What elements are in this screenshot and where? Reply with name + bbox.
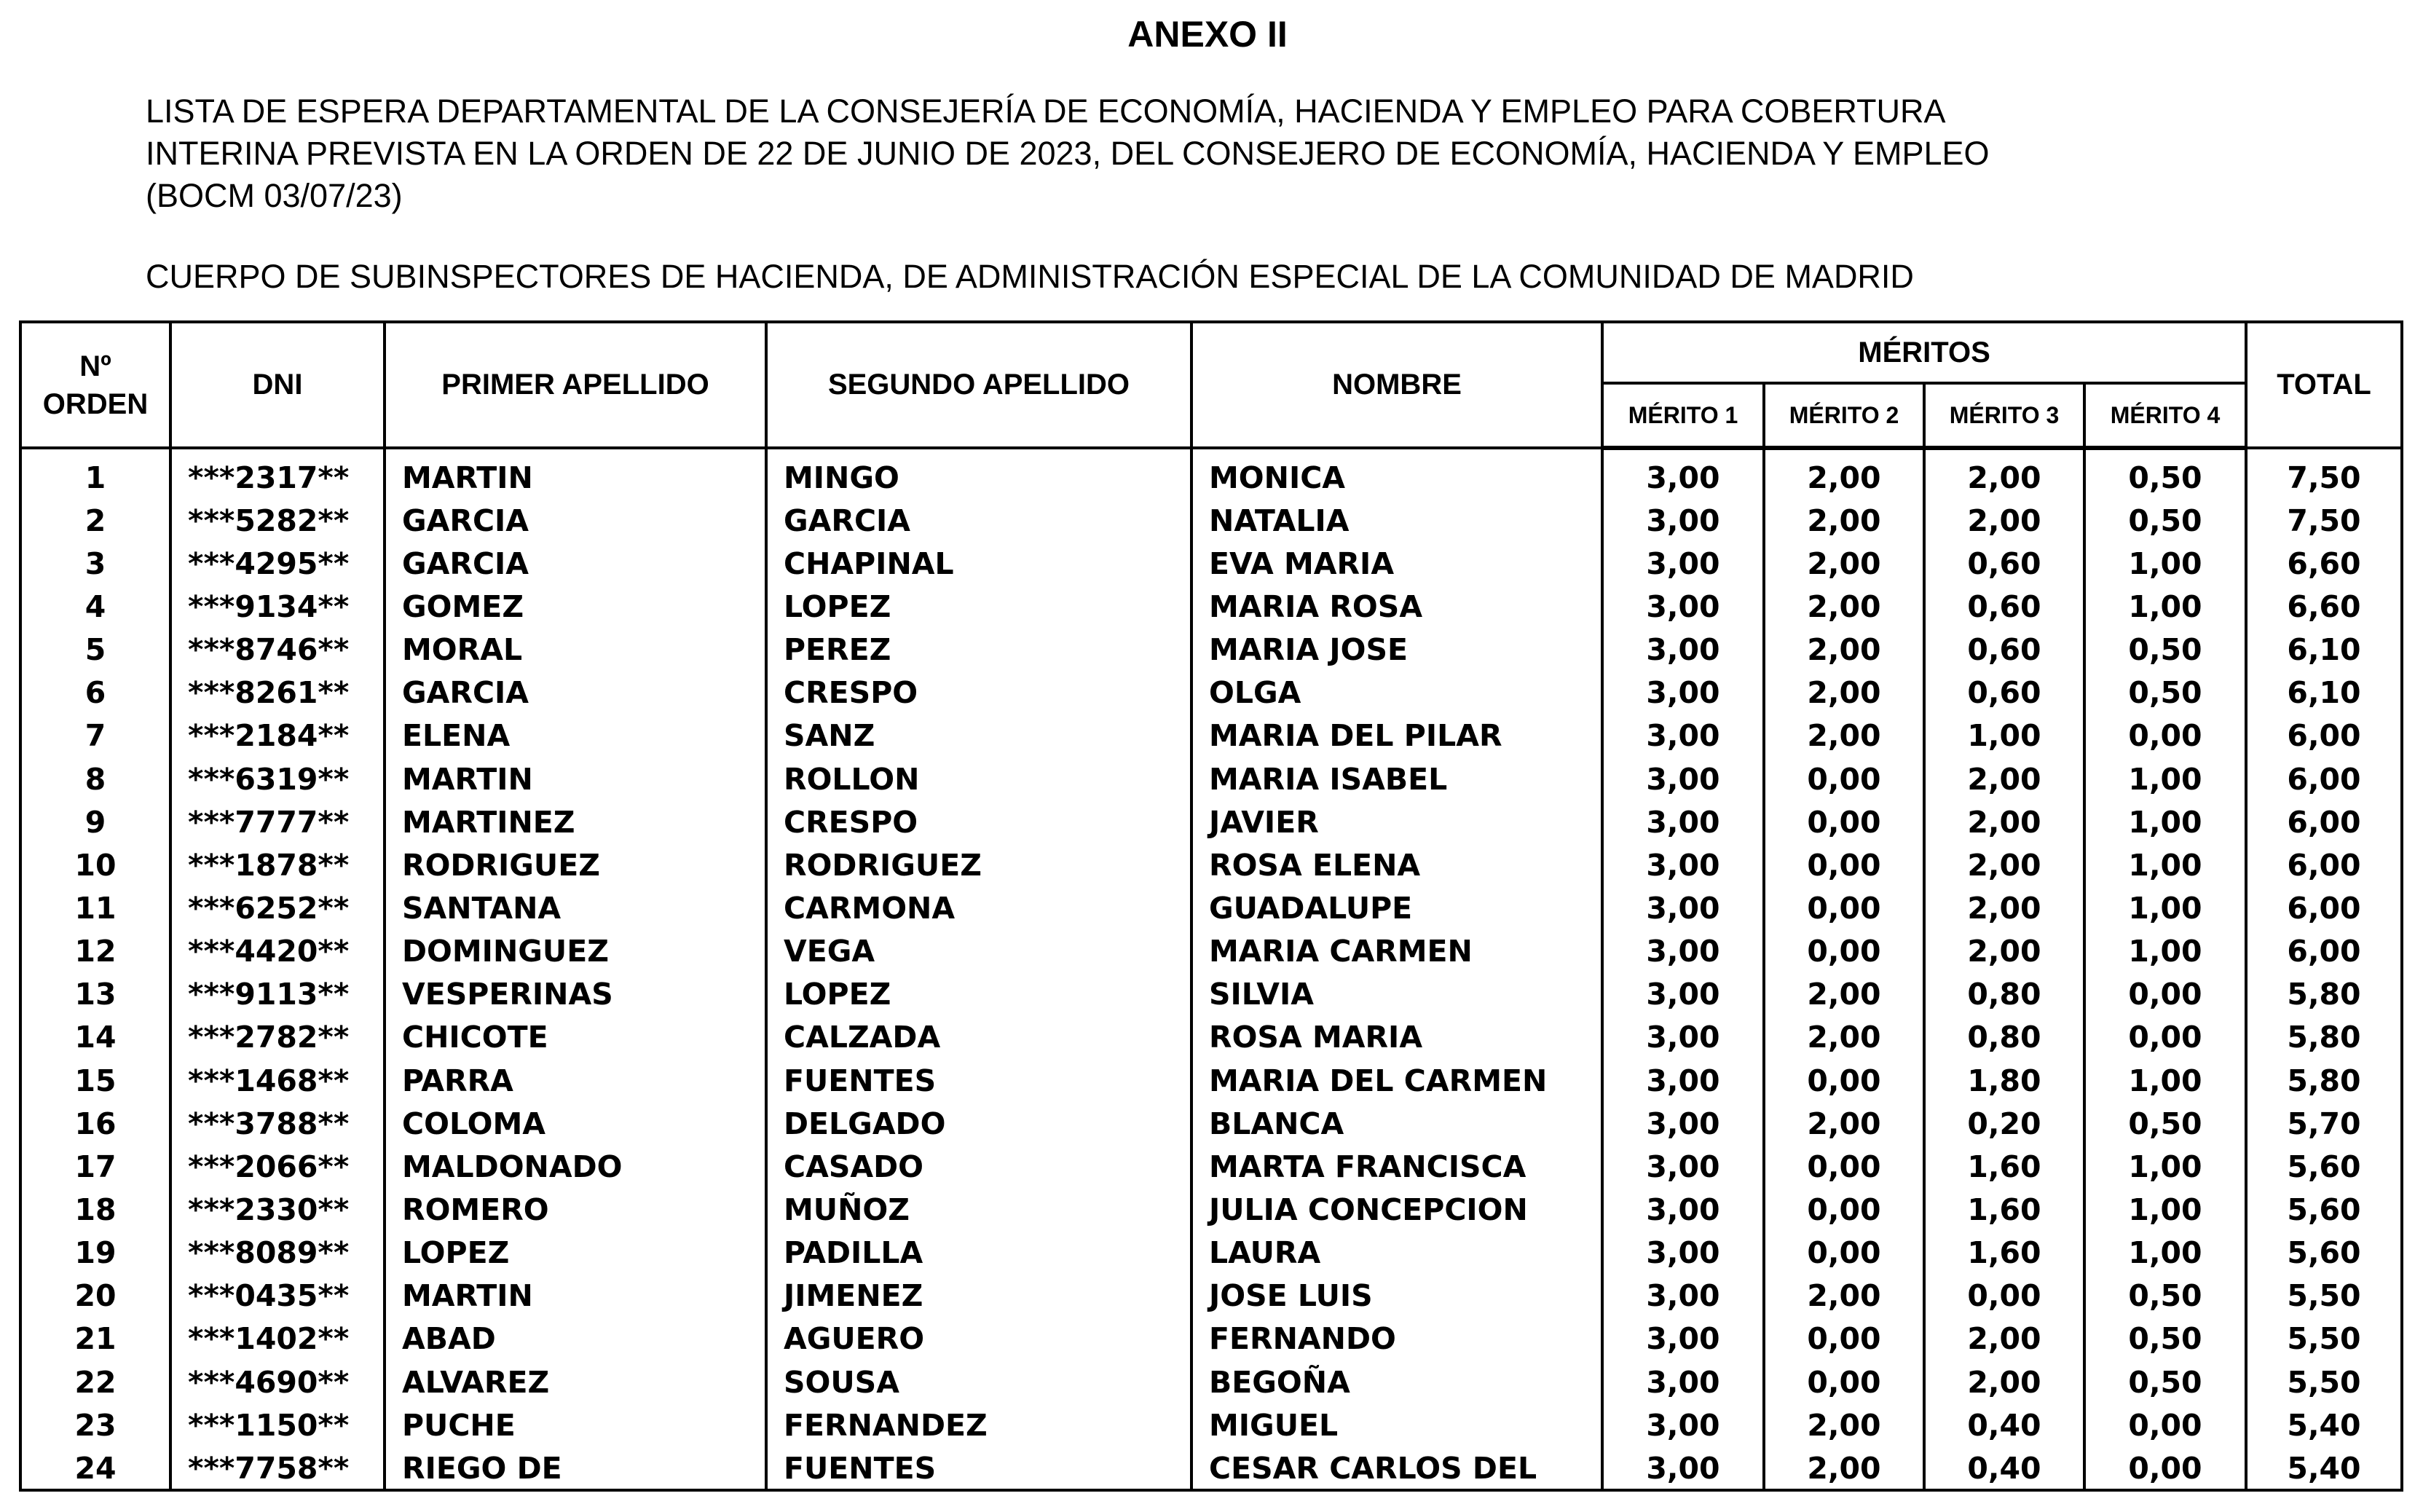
cell-orden: 22 — [20, 1359, 170, 1402]
cell-merito-4: 0,00 — [2084, 713, 2246, 756]
table-row — [20, 541, 2402, 584]
cell-nombre: MIGUEL — [1191, 1403, 1602, 1446]
cell-segundo-apellido: LOPEZ — [766, 972, 1191, 1015]
cell-merito-3: 0,80 — [1924, 972, 2084, 1015]
cell-orden: 24 — [20, 1446, 170, 1490]
cell-merito-2: 2,00 — [1764, 1101, 1924, 1144]
cell-primer-apellido: GARCIA — [385, 541, 766, 584]
cell-primer-apellido: MARTIN — [385, 1273, 766, 1316]
table-row — [20, 972, 2402, 1015]
cell-total: 5,50 — [2246, 1359, 2402, 1402]
cell-merito-3: 0,00 — [1924, 1273, 2084, 1316]
cell-orden: 19 — [20, 1230, 170, 1273]
cell-segundo-apellido: CASADO — [766, 1144, 1191, 1187]
cell-dni: ***3788** — [170, 1101, 385, 1144]
cell-dni: ***2184** — [170, 713, 385, 756]
cell-dni: ***2330** — [170, 1187, 385, 1230]
cell-merito-4: 0,50 — [2084, 1273, 2246, 1316]
cell-total: 5,70 — [2246, 1101, 2402, 1144]
cell-nombre: ROSA ELENA — [1191, 843, 1602, 886]
header-total: TOTAL — [2246, 322, 2402, 448]
cell-total: 6,60 — [2246, 584, 2402, 627]
cell-merito-4: 1,00 — [2084, 886, 2246, 929]
cell-orden: 12 — [20, 929, 170, 972]
header-meritos: MÉRITOS — [1602, 322, 2246, 383]
cell-nombre: OLGA — [1191, 670, 1602, 713]
cell-total: 5,80 — [2246, 972, 2402, 1015]
cell-orden: 20 — [20, 1273, 170, 1316]
cell-merito-4: 0,00 — [2084, 1015, 2246, 1058]
cell-merito-1: 3,00 — [1602, 886, 1764, 929]
cell-dni: ***1468** — [170, 1058, 385, 1100]
cell-segundo-apellido: JIMENEZ — [766, 1273, 1191, 1316]
cell-segundo-apellido: RODRIGUEZ — [766, 843, 1191, 886]
cell-merito-2: 2,00 — [1764, 498, 1924, 541]
cell-merito-3: 0,60 — [1924, 541, 2084, 584]
cell-dni: ***5282** — [170, 498, 385, 541]
cell-merito-4: 1,00 — [2084, 929, 2246, 972]
cell-merito-3: 0,40 — [1924, 1446, 2084, 1490]
cell-primer-apellido: GARCIA — [385, 498, 766, 541]
cell-orden: 6 — [20, 670, 170, 713]
cell-total: 7,50 — [2246, 498, 2402, 541]
cell-merito-4: 1,00 — [2084, 541, 2246, 584]
cell-merito-4: 1,00 — [2084, 800, 2246, 843]
cell-merito-2: 0,00 — [1764, 1187, 1924, 1230]
cell-merito-3: 2,00 — [1924, 756, 2084, 799]
cell-merito-2: 0,00 — [1764, 756, 1924, 799]
cell-total: 5,40 — [2246, 1403, 2402, 1446]
cell-primer-apellido: MARTIN — [385, 756, 766, 799]
cell-nombre: MARIA ROSA — [1191, 584, 1602, 627]
header-orden-line2: ORDEN — [42, 387, 149, 420]
cell-nombre: JOSE LUIS — [1191, 1273, 1602, 1316]
cell-dni: ***4690** — [170, 1359, 385, 1402]
cell-merito-1: 3,00 — [1602, 1144, 1764, 1187]
cell-merito-1: 3,00 — [1602, 1230, 1764, 1273]
cell-merito-1: 3,00 — [1602, 756, 1764, 799]
cell-merito-4: 0,00 — [2084, 972, 2246, 1015]
cell-total: 5,80 — [2246, 1015, 2402, 1058]
cell-nombre: BLANCA — [1191, 1101, 1602, 1144]
table-row — [20, 886, 2402, 929]
cell-nombre: SILVIA — [1191, 972, 1602, 1015]
cell-merito-4: 1,00 — [2084, 1144, 2246, 1187]
cell-orden: 1 — [20, 448, 170, 498]
cell-merito-2: 0,00 — [1764, 929, 1924, 972]
cell-merito-3: 2,00 — [1924, 886, 2084, 929]
cell-primer-apellido: ELENA — [385, 713, 766, 756]
table-row — [20, 627, 2402, 670]
cell-merito-4: 0,50 — [2084, 670, 2246, 713]
waiting-list-table — [19, 320, 2403, 1492]
table-row — [20, 1101, 2402, 1144]
cell-merito-4: 1,00 — [2084, 756, 2246, 799]
cell-total: 7,50 — [2246, 448, 2402, 498]
table-row — [20, 1058, 2402, 1100]
cell-dni: ***6319** — [170, 756, 385, 799]
table-row — [20, 1316, 2402, 1359]
cell-segundo-apellido: CALZADA — [766, 1015, 1191, 1058]
cell-merito-1: 3,00 — [1602, 627, 1764, 670]
cell-dni: ***2066** — [170, 1144, 385, 1187]
cell-merito-3: 1,00 — [1924, 713, 2084, 756]
cell-segundo-apellido: MUÑOZ — [766, 1187, 1191, 1230]
cell-nombre: BEGOÑA — [1191, 1359, 1602, 1402]
cell-merito-2: 2,00 — [1764, 627, 1924, 670]
cell-total: 6,00 — [2246, 929, 2402, 972]
cell-primer-apellido: MARTIN — [385, 448, 766, 498]
header-merito-4: MÉRITO 4 — [2084, 383, 2246, 448]
cell-segundo-apellido: CARMONA — [766, 886, 1191, 929]
cell-orden: 18 — [20, 1187, 170, 1230]
cell-segundo-apellido: VEGA — [766, 929, 1191, 972]
cell-merito-3: 0,20 — [1924, 1101, 2084, 1144]
cell-merito-1: 3,00 — [1602, 584, 1764, 627]
table-row — [20, 1230, 2402, 1273]
cell-primer-apellido: CHICOTE — [385, 1015, 766, 1058]
cell-segundo-apellido: LOPEZ — [766, 584, 1191, 627]
cell-merito-1: 3,00 — [1602, 929, 1764, 972]
cell-nombre: MARIA DEL PILAR — [1191, 713, 1602, 756]
cell-merito-3: 2,00 — [1924, 498, 2084, 541]
header-dni: DNI — [170, 322, 385, 448]
cell-primer-apellido: ALVAREZ — [385, 1359, 766, 1402]
cell-primer-apellido: PUCHE — [385, 1403, 766, 1446]
cell-nombre: GUADALUPE — [1191, 886, 1602, 929]
cell-nombre: MARIA JOSE — [1191, 627, 1602, 670]
table-row — [20, 584, 2402, 627]
cell-dni: ***4420** — [170, 929, 385, 972]
cell-total: 6,00 — [2246, 713, 2402, 756]
intro-paragraph — [146, 90, 2278, 217]
table-row — [20, 756, 2402, 799]
cell-merito-3: 2,00 — [1924, 1316, 2084, 1359]
table-row — [20, 1359, 2402, 1402]
cell-merito-3: 2,00 — [1924, 448, 2084, 498]
cell-primer-apellido: ROMERO — [385, 1187, 766, 1230]
cell-segundo-apellido: PADILLA — [766, 1230, 1191, 1273]
cell-nombre: MARIA DEL CARMEN — [1191, 1058, 1602, 1100]
cell-merito-4: 1,00 — [2084, 584, 2246, 627]
cell-segundo-apellido: CHAPINAL — [766, 541, 1191, 584]
cell-total: 6,00 — [2246, 886, 2402, 929]
header-segundo-apellido: SEGUNDO APELLIDO — [766, 322, 1191, 448]
table-row — [20, 1144, 2402, 1187]
cell-dni: ***7777** — [170, 800, 385, 843]
cell-primer-apellido: MALDONADO — [385, 1144, 766, 1187]
cell-nombre: JULIA CONCEPCION — [1191, 1187, 1602, 1230]
cell-dni: ***0435** — [170, 1273, 385, 1316]
cell-merito-2: 2,00 — [1764, 1015, 1924, 1058]
cell-nombre: FERNANDO — [1191, 1316, 1602, 1359]
cell-merito-3: 0,60 — [1924, 584, 2084, 627]
cell-merito-4: 0,50 — [2084, 1316, 2246, 1359]
cell-merito-1: 3,00 — [1602, 1015, 1764, 1058]
table-row — [20, 1015, 2402, 1058]
cell-merito-2: 2,00 — [1764, 1403, 1924, 1446]
cell-segundo-apellido: SANZ — [766, 713, 1191, 756]
table-row — [20, 1446, 2402, 1490]
cell-primer-apellido: SANTANA — [385, 886, 766, 929]
cell-merito-3: 1,60 — [1924, 1230, 2084, 1273]
cell-orden: 5 — [20, 627, 170, 670]
cell-merito-2: 2,00 — [1764, 972, 1924, 1015]
cell-merito-2: 0,00 — [1764, 1316, 1924, 1359]
cell-primer-apellido: MORAL — [385, 627, 766, 670]
table-row — [20, 800, 2402, 843]
cell-merito-4: 0,50 — [2084, 498, 2246, 541]
cell-total: 6,10 — [2246, 670, 2402, 713]
cell-segundo-apellido: PEREZ — [766, 627, 1191, 670]
cell-total: 6,60 — [2246, 541, 2402, 584]
cell-dni: ***7758** — [170, 1446, 385, 1490]
cell-nombre: JAVIER — [1191, 800, 1602, 843]
cell-nombre: MARTA FRANCISCA — [1191, 1144, 1602, 1187]
cell-merito-3: 2,00 — [1924, 800, 2084, 843]
header-merito-2: MÉRITO 2 — [1764, 383, 1924, 448]
cell-dni: ***1150** — [170, 1403, 385, 1446]
cell-merito-3: 1,80 — [1924, 1058, 2084, 1100]
cell-segundo-apellido: FUENTES — [766, 1058, 1191, 1100]
cell-merito-1: 3,00 — [1602, 1446, 1764, 1490]
cell-orden: 21 — [20, 1316, 170, 1359]
cell-segundo-apellido: FUENTES — [766, 1446, 1191, 1490]
cell-merito-1: 3,00 — [1602, 541, 1764, 584]
cell-total: 6,00 — [2246, 800, 2402, 843]
document-subtitle: CUERPO DE SUBINSPECTORES DE HACIENDA, DE ADMINISTRACIÓN ESPECIAL DE LA COMUNIDAD DE MADRID — [146, 258, 1914, 295]
cell-total: 5,50 — [2246, 1273, 2402, 1316]
cell-primer-apellido: MARTINEZ — [385, 800, 766, 843]
cell-merito-4: 0,00 — [2084, 1403, 2246, 1446]
table-row — [20, 713, 2402, 756]
cell-merito-1: 3,00 — [1602, 448, 1764, 498]
cell-total: 5,60 — [2246, 1230, 2402, 1273]
cell-dni: ***6252** — [170, 886, 385, 929]
intro-line: INTERINA PREVISTA EN LA ORDEN DE 22 DE JUNIO DE 2023, DEL CONSEJERO DE ECONOMÍA, HACIENDA Y EMPLEO — [146, 135, 1990, 172]
cell-primer-apellido: GOMEZ — [385, 584, 766, 627]
cell-merito-2: 2,00 — [1764, 1273, 1924, 1316]
cell-merito-2: 0,00 — [1764, 886, 1924, 929]
table-row — [20, 843, 2402, 886]
cell-merito-1: 3,00 — [1602, 713, 1764, 756]
cell-merito-4: 0,50 — [2084, 1359, 2246, 1402]
cell-merito-2: 0,00 — [1764, 1230, 1924, 1273]
cell-orden: 15 — [20, 1058, 170, 1100]
cell-merito-1: 3,00 — [1602, 800, 1764, 843]
cell-primer-apellido: GARCIA — [385, 670, 766, 713]
cell-orden: 10 — [20, 843, 170, 886]
cell-merito-4: 1,00 — [2084, 1058, 2246, 1100]
cell-segundo-apellido: ROLLON — [766, 756, 1191, 799]
cell-nombre: NATALIA — [1191, 498, 1602, 541]
cell-merito-2: 2,00 — [1764, 448, 1924, 498]
cell-merito-1: 3,00 — [1602, 1101, 1764, 1144]
cell-dni: ***9113** — [170, 972, 385, 1015]
cell-merito-1: 3,00 — [1602, 1273, 1764, 1316]
cell-merito-2: 2,00 — [1764, 1446, 1924, 1490]
table-body — [20, 448, 2402, 1490]
cell-dni: ***1878** — [170, 843, 385, 886]
cell-merito-4: 1,00 — [2084, 1230, 2246, 1273]
cell-merito-3: 2,00 — [1924, 929, 2084, 972]
cell-nombre: CESAR CARLOS DEL — [1191, 1446, 1602, 1490]
cell-total: 6,00 — [2246, 756, 2402, 799]
intro-line: (BOCM 03/07/23) — [146, 177, 403, 214]
cell-merito-3: 0,60 — [1924, 627, 2084, 670]
cell-nombre: EVA MARIA — [1191, 541, 1602, 584]
cell-merito-3: 0,80 — [1924, 1015, 2084, 1058]
header-orden — [20, 322, 170, 448]
table-row — [20, 1403, 2402, 1446]
cell-orden: 9 — [20, 800, 170, 843]
cell-merito-2: 0,00 — [1764, 800, 1924, 843]
document-title: ANEXO II — [1127, 14, 1288, 55]
cell-merito-1: 3,00 — [1602, 670, 1764, 713]
header-orden-line1: Nº — [79, 350, 111, 382]
table-row — [20, 670, 2402, 713]
cell-nombre: MONICA — [1191, 448, 1602, 498]
cell-dni: ***8089** — [170, 1230, 385, 1273]
cell-primer-apellido: RIEGO DE — [385, 1446, 766, 1490]
cell-merito-4: 0,50 — [2084, 448, 2246, 498]
table-row — [20, 929, 2402, 972]
cell-orden: 16 — [20, 1101, 170, 1144]
cell-merito-2: 0,00 — [1764, 1359, 1924, 1402]
cell-segundo-apellido: FERNANDEZ — [766, 1403, 1191, 1446]
cell-merito-1: 3,00 — [1602, 1359, 1764, 1402]
cell-total: 5,50 — [2246, 1316, 2402, 1359]
cell-dni: ***8261** — [170, 670, 385, 713]
cell-orden: 3 — [20, 541, 170, 584]
cell-total: 5,60 — [2246, 1144, 2402, 1187]
cell-merito-1: 3,00 — [1602, 972, 1764, 1015]
cell-primer-apellido: PARRA — [385, 1058, 766, 1100]
cell-merito-2: 2,00 — [1764, 584, 1924, 627]
cell-primer-apellido: RODRIGUEZ — [385, 843, 766, 886]
cell-orden: 11 — [20, 886, 170, 929]
cell-primer-apellido: DOMINGUEZ — [385, 929, 766, 972]
cell-merito-4: 0,50 — [2084, 1101, 2246, 1144]
cell-primer-apellido: LOPEZ — [385, 1230, 766, 1273]
cell-merito-1: 3,00 — [1602, 843, 1764, 886]
cell-dni: ***9134** — [170, 584, 385, 627]
cell-dni: ***2782** — [170, 1015, 385, 1058]
header-merito-3: MÉRITO 3 — [1924, 383, 2084, 448]
cell-dni: ***1402** — [170, 1316, 385, 1359]
cell-merito-1: 3,00 — [1602, 1403, 1764, 1446]
cell-total: 6,10 — [2246, 627, 2402, 670]
cell-merito-3: 0,40 — [1924, 1403, 2084, 1446]
table-row — [20, 1187, 2402, 1230]
cell-nombre: LAURA — [1191, 1230, 1602, 1273]
header-merito-1: MÉRITO 1 — [1602, 383, 1764, 448]
cell-segundo-apellido: CRESPO — [766, 800, 1191, 843]
cell-orden: 17 — [20, 1144, 170, 1187]
cell-merito-2: 0,00 — [1764, 1058, 1924, 1100]
cell-merito-2: 2,00 — [1764, 670, 1924, 713]
cell-merito-2: 0,00 — [1764, 1144, 1924, 1187]
cell-primer-apellido: VESPERINAS — [385, 972, 766, 1015]
header-primer-apellido: PRIMER APELLIDO — [385, 322, 766, 448]
cell-merito-3: 0,60 — [1924, 670, 2084, 713]
cell-total: 5,60 — [2246, 1187, 2402, 1230]
cell-orden: 4 — [20, 584, 170, 627]
cell-primer-apellido: COLOMA — [385, 1101, 766, 1144]
cell-segundo-apellido: SOUSA — [766, 1359, 1191, 1402]
cell-segundo-apellido: MINGO — [766, 448, 1191, 498]
cell-merito-1: 3,00 — [1602, 1058, 1764, 1100]
cell-orden: 23 — [20, 1403, 170, 1446]
cell-total: 5,80 — [2246, 1058, 2402, 1100]
cell-merito-2: 2,00 — [1764, 541, 1924, 584]
table-row — [20, 1273, 2402, 1316]
cell-orden: 14 — [20, 1015, 170, 1058]
cell-merito-4: 0,50 — [2084, 627, 2246, 670]
cell-dni: ***4295** — [170, 541, 385, 584]
cell-orden: 2 — [20, 498, 170, 541]
cell-nombre: ROSA MARIA — [1191, 1015, 1602, 1058]
intro-line: LISTA DE ESPERA DEPARTAMENTAL DE LA CONSEJERÍA DE ECONOMÍA, HACIENDA Y EMPLEO PARA COBERTURA — [146, 92, 1946, 130]
cell-dni: ***2317** — [170, 448, 385, 498]
cell-total: 5,40 — [2246, 1446, 2402, 1490]
table-row — [20, 498, 2402, 541]
cell-merito-3: 1,60 — [1924, 1144, 2084, 1187]
header-nombre: NOMBRE — [1191, 322, 1602, 448]
cell-dni: ***8746** — [170, 627, 385, 670]
cell-merito-4: 1,00 — [2084, 1187, 2246, 1230]
cell-merito-1: 3,00 — [1602, 498, 1764, 541]
table-row — [20, 448, 2402, 498]
cell-merito-3: 2,00 — [1924, 1359, 2084, 1402]
cell-orden: 8 — [20, 756, 170, 799]
cell-merito-1: 3,00 — [1602, 1316, 1764, 1359]
cell-primer-apellido: ABAD — [385, 1316, 766, 1359]
cell-orden: 7 — [20, 713, 170, 756]
cell-segundo-apellido: AGUERO — [766, 1316, 1191, 1359]
cell-merito-4: 1,00 — [2084, 843, 2246, 886]
cell-total: 6,00 — [2246, 843, 2402, 886]
cell-merito-2: 2,00 — [1764, 713, 1924, 756]
cell-segundo-apellido: DELGADO — [766, 1101, 1191, 1144]
cell-merito-4: 0,00 — [2084, 1446, 2246, 1490]
cell-merito-1: 3,00 — [1602, 1187, 1764, 1230]
cell-merito-3: 1,60 — [1924, 1187, 2084, 1230]
cell-merito-2: 0,00 — [1764, 843, 1924, 886]
cell-orden: 13 — [20, 972, 170, 1015]
cell-segundo-apellido: CRESPO — [766, 670, 1191, 713]
cell-nombre: MARIA ISABEL — [1191, 756, 1602, 799]
cell-nombre: MARIA CARMEN — [1191, 929, 1602, 972]
cell-segundo-apellido: GARCIA — [766, 498, 1191, 541]
cell-merito-3: 2,00 — [1924, 843, 2084, 886]
